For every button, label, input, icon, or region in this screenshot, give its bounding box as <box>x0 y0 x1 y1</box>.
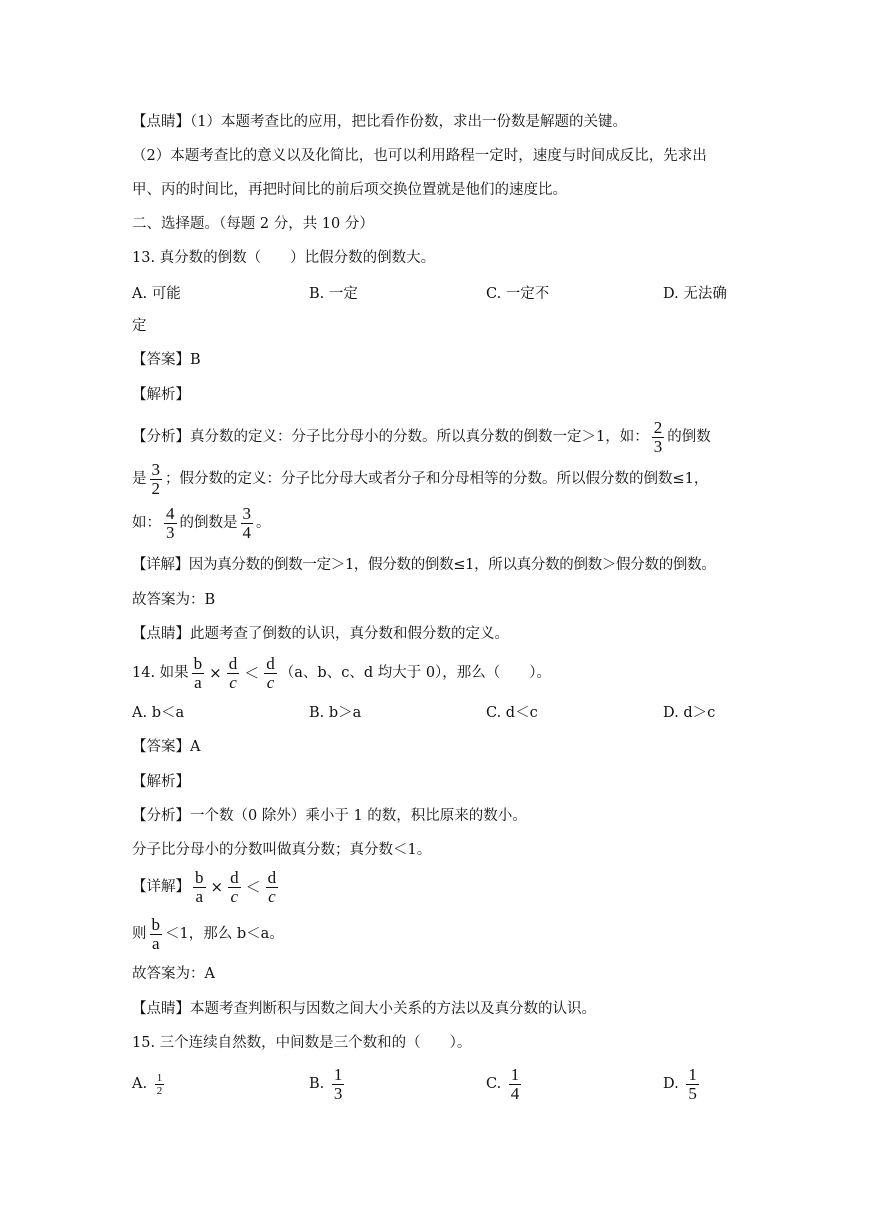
q14-stem-text-b: （a、b、c、d 均大于 0），那么（ ）。 <box>279 665 552 681</box>
less-than-sign: ＜ <box>245 878 261 896</box>
q14-dianjing: 【点睛】本题考查判断积与因数之间大小关系的方法以及真分数的认识。 <box>132 1001 596 1017</box>
times-sign: × <box>209 664 222 682</box>
q15-option-c <box>486 1064 524 1104</box>
q13-fenxi-line3 <box>132 504 271 542</box>
q14-stem <box>132 652 551 694</box>
q13-fenxi-text-c: 是 <box>132 471 147 487</box>
fraction-2-3: $\frac{2}{3}$ <box>653 417 663 456</box>
q14-then-text-b: ＜1，那么 b＜a。 <box>165 926 284 942</box>
q14-xiangjie <box>132 866 281 908</box>
q13-fenxi-text-e: 如： <box>132 515 161 531</box>
q13-conclusion: 故答案为：B <box>132 592 216 608</box>
times-sign: × <box>210 878 224 896</box>
fraction-3-4: $\frac{3}{4}$ <box>242 503 251 542</box>
q13-option-d-wrap: 定 <box>132 318 147 334</box>
q14-answer: 【答案】A <box>132 739 201 755</box>
q14-then <box>132 913 284 955</box>
q13-option-c: C. 一定不 <box>486 286 550 302</box>
q13-fenxi-line2 <box>132 460 708 498</box>
fraction-3-2: $\frac{3}{2}$ <box>151 459 160 498</box>
q14-stem-text-a: 14. 如果 <box>132 665 189 681</box>
q15-option-d <box>663 1064 702 1104</box>
q15-option-a-label: A. <box>132 1076 148 1092</box>
fraction-d-c-right: $\frac{d}{c}$ <box>266 653 275 692</box>
q13-jiexi: 【解析】 <box>132 387 190 403</box>
fraction-1-3: $\frac{1}{3}$ <box>333 1064 343 1103</box>
q14-xiangjie-label: 【详解】 <box>132 879 190 895</box>
q13-option-d: D. 无法确 <box>663 286 727 302</box>
fraction-1-5: $\frac{1}{5}$ <box>688 1064 697 1103</box>
q14-conclusion: 故答案为：A <box>132 966 215 982</box>
q14-jiexi: 【解析】 <box>132 774 190 790</box>
prev-line-2: （2）本题考查比的意义以及化简比，也可以利用路程一定时，速度与时间成反比，先求出 <box>132 148 707 164</box>
q13-fenxi-text-a: 【分析】真分数的定义：分子比分母小的分数。所以真分数的倒数一定＞1，如： <box>132 429 649 445</box>
q15-option-a <box>132 1064 167 1104</box>
q14-fenxi: 【分析】一个数（0 除外）乘小于 1 的数，积比原来的数小。 <box>132 808 527 824</box>
fraction-b-a: $\frac{b}{a}$ <box>195 867 204 906</box>
less-than-sign: ＜ <box>244 664 260 682</box>
prev-dianjing: 【点睛】（1）本题考查比的应用，把比看作份数，求出一份数是解题的关键。 <box>132 114 627 130</box>
q13-fenxi-line1 <box>132 418 711 456</box>
q14-option-a: A. b＜a <box>132 705 185 721</box>
fraction-1-4: $\frac{1}{4}$ <box>510 1064 520 1103</box>
fraction-d-c: $\frac{d}{c}$ <box>228 653 238 692</box>
q13-xiangjie: 【详解】因为真分数的倒数一定＞1，假分数的倒数≤1，所以真分数的倒数＞假分数的倒数。 <box>132 557 716 573</box>
q15-option-b-label: B. <box>309 1076 325 1092</box>
fraction-1-2: $\frac{1}{2}$ <box>156 1071 163 1097</box>
q13-option-a: A. 可能 <box>132 286 181 302</box>
q15-option-b <box>309 1064 347 1104</box>
q13-dianjing: 【点睛】此题考查了倒数的认识，真分数和假分数的定义。 <box>132 626 509 642</box>
fraction-b-a: $\frac{b}{a}$ <box>193 653 203 692</box>
q14-option-c: C. d＜c <box>486 705 538 721</box>
q13-answer: 【答案】B <box>132 352 201 368</box>
q13-fenxi-text-f: 的倒数是 <box>179 515 238 531</box>
fraction-d-c: $\frac{d}{c}$ <box>230 867 239 906</box>
section-title: 二、选择题。（每题 2 分，共 10 分） <box>132 216 374 232</box>
q15-stem: 15. 三个连续自然数，中间数是三个数和的（ ）。 <box>132 1035 472 1051</box>
q14-then-text-a: 则 <box>132 926 147 942</box>
q13-stem: 13. 真分数的倒数（ ）比假分数的倒数大。 <box>132 250 436 266</box>
q14-option-b: B. b＞a <box>309 705 362 721</box>
prev-line-3: 甲、丙的时间比，再把时间比的前后项交换位置就是他们的速度比。 <box>132 182 567 198</box>
q13-option-b: B. 一定 <box>309 286 358 302</box>
q13-fenxi-text-d: ；假分数的定义：分子比分母大或者分子和分母相等的分数。所以假分数的倒数≤1， <box>165 471 709 487</box>
fraction-b-a-then: $\frac{b}{a}$ <box>151 914 160 953</box>
q14-option-d: D. d＞c <box>663 705 716 721</box>
q13-fenxi-text-b: 的倒数 <box>667 429 711 445</box>
q13-fenxi-text-g: 。 <box>256 515 271 531</box>
q15-option-c-label: C. <box>486 1076 502 1092</box>
q15-option-d-label: D. <box>663 1076 679 1092</box>
fraction-d-c-right: $\frac{d}{c}$ <box>267 867 277 906</box>
fraction-4-3: $\frac{4}{3}$ <box>166 503 175 542</box>
q14-fenxi-2: 分子比分母小的分数叫做真分数；真分数＜1。 <box>132 842 432 858</box>
